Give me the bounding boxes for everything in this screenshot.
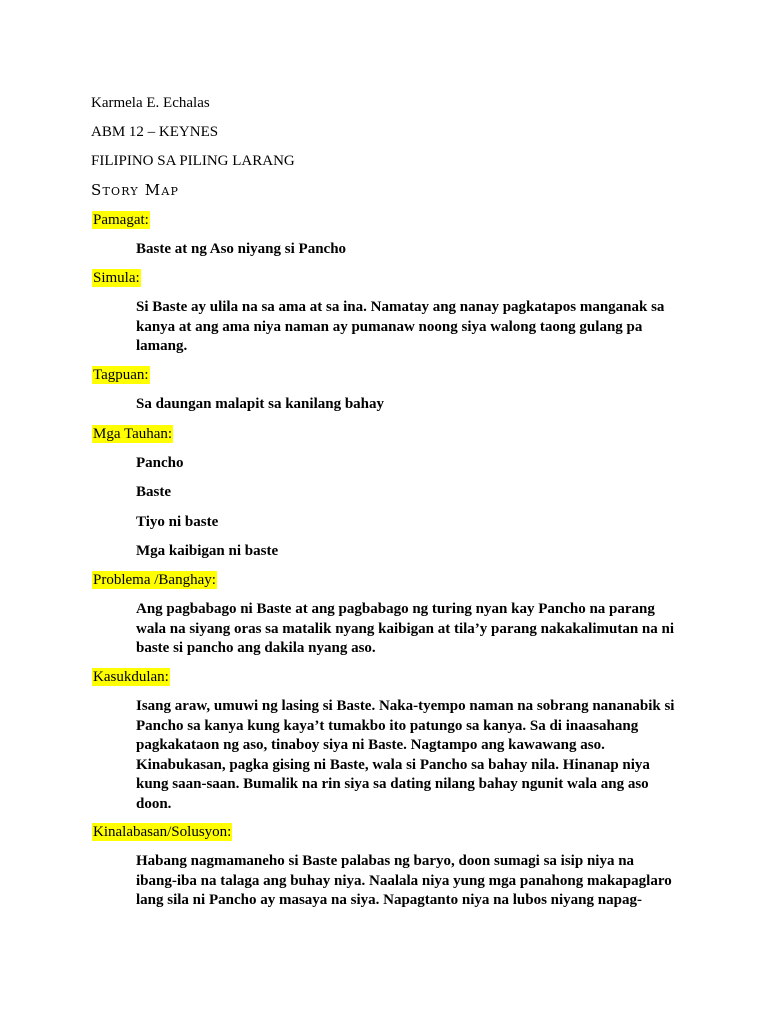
document-title: Story Map (91, 181, 180, 199)
kinalabasan-label: Kinalabasan/Solusyon: (93, 824, 232, 840)
class-section: ABM 12 – KEYNES (91, 124, 219, 140)
section-heading-pamagat (91, 211, 151, 229)
tauhan-item: Mga kaibigan ni baste (136, 543, 279, 559)
simula-line: lamang. (136, 338, 188, 354)
simula-paragraph (136, 298, 676, 357)
problema-line: baste si pancho ang dakila nyang aso. (136, 640, 376, 656)
kasukdulan-line: doon. (136, 795, 172, 812)
tauhan-item: Baste (136, 484, 171, 500)
subject-title: FILIPINO SA PILING LARANG (91, 153, 295, 169)
kasukdulan-label: Kasukdulan: (93, 669, 169, 685)
kasukdulan-line: Kinabukasan, pagka gising ni Baste, wala si Pancho sa bahay nila. Hinanap niya (136, 756, 650, 773)
section-heading-kinalabasan (91, 823, 233, 841)
section-heading-tagpuan (91, 366, 151, 384)
kinalabasan-line: lang sila ni Pancho ay masaya na siya. Napagtanto niya na lubos niyang napag- (136, 892, 642, 908)
problema-label: Problema /Banghay: (93, 572, 216, 588)
section-heading-simula (91, 269, 142, 287)
kasukdulan-line: kung saan-saan. Bumalik na rin siya sa dating nilang bahay ngunit wala ang aso (136, 776, 649, 792)
kasukdulan-line: pagkakataon ng aso, tinaboy siya ni Baste. Nagtampo ang kawawang aso. (136, 737, 605, 753)
simula-label: Simula: (93, 270, 140, 286)
problema-line: wala na siyang oras sa matalik nyang kaibigan at tila’y parang nakakalimutan na ni (136, 620, 675, 637)
simula-line: kanya at ang ama niya naman ay pumanaw noong siya walong taong gulang pa (136, 318, 643, 335)
section-heading-tauhan (91, 425, 174, 443)
tagpuan-text: Sa daungan malapit sa kanilang bahay (136, 396, 385, 412)
problema-paragraph (136, 600, 676, 659)
kasukdulan-line: Isang araw, umuwi ng lasing si Baste. Naka-tyempo naman na sobrang nananabik si (136, 698, 675, 714)
kasukdulan-line: Pancho sa kanya kung kaya’t tumakbo ito patungo sa kanya. Sa di inaasahang (136, 717, 639, 734)
author-name: Karmela E. Echalas (91, 95, 210, 111)
problema-line: Ang pagbabago ni Baste at ang pagbabago ng turing nyan kay Pancho na parang (136, 601, 655, 617)
tagpuan-label: Tagpuan: (93, 367, 149, 383)
kasukdulan-paragraph (136, 697, 676, 814)
tauhan-item: Pancho (136, 455, 184, 471)
section-heading-problema (91, 571, 218, 589)
section-heading-kasukdulan (91, 668, 171, 686)
kinalabasan-line: ibang-iba na talaga ang buhay niya. Naalala niya yung mga panahong makapaglaro (136, 872, 672, 889)
pamagat-text: Baste at ng Aso niyang si Pancho (136, 241, 347, 257)
kinalabasan-line: Habang nagmamaneho si Baste palabas ng baryo, doon sumagi sa isip niya na (136, 853, 635, 869)
tauhan-label: Mga Tauhan: (93, 426, 173, 442)
pamagat-label: Pamagat: (93, 212, 149, 228)
simula-line: Si Baste ay ulila na sa ama at sa ina. Namatay ang nanay pagkatapos manganak sa (136, 299, 665, 315)
tauhan-item: Tiyo ni baste (136, 514, 219, 530)
kinalabasan-paragraph (136, 852, 676, 911)
